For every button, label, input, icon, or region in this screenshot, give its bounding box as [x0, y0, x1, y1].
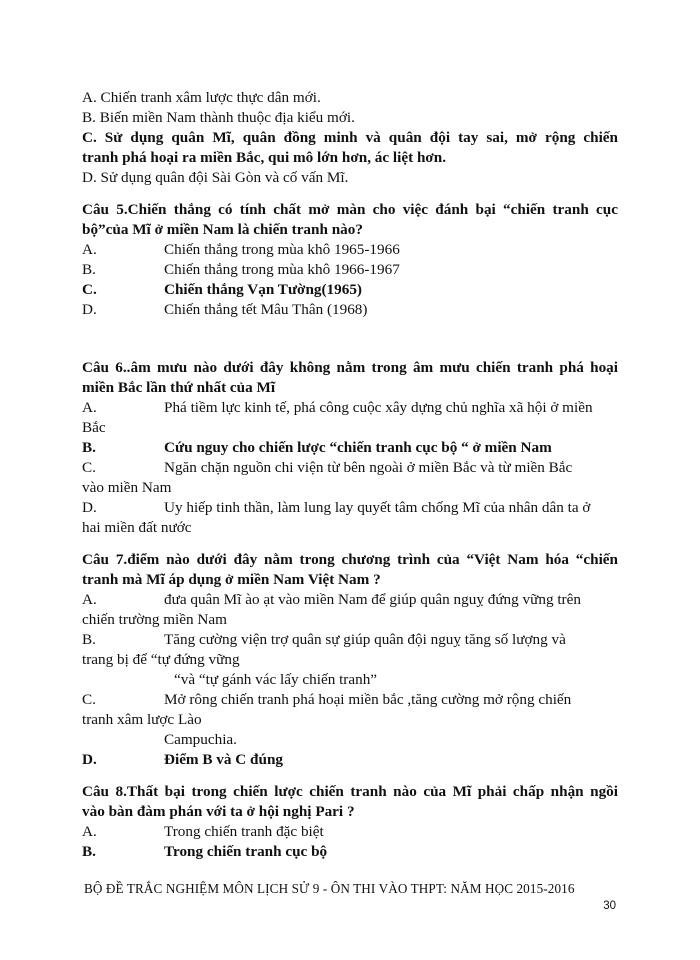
q6-option-d [82, 498, 618, 518]
option-key: A. [82, 823, 97, 840]
q6-option-b [82, 438, 618, 458]
page-footer: BỘ ĐỀ TRẮC NGHIỆM MÔN LỊCH SỬ 9 - ÔN THI VÀO THPT: NĂM HỌC 2015-2016 [84, 881, 575, 896]
question-6-line2: miền Bắc lần thứ nhất của Mĩ [82, 379, 276, 396]
option-key: C. [82, 691, 96, 708]
question-5-line2: bộ”của Mĩ ở miền Nam là chiến tranh nào? [82, 221, 363, 238]
question-5-line1: Câu 5.Chiến thắng có tính chất mở màn cho việc đánh bại “chiến tranh cục [82, 201, 618, 218]
q6-option-d-cont: hai miền đất nước [82, 519, 192, 536]
option-text: Điểm B và C đúng [164, 751, 283, 768]
option-text: Tăng cường viện trợ quân sự giúp quân đội nguỵ tăng số lượng và [164, 631, 566, 648]
answer-d: D. Sử dụng quân đội Sài Gòn và cố vấn Mĩ. [82, 169, 349, 186]
option-text: Trong chiến tranh cục bộ [164, 843, 328, 860]
option-text: Mở rông chiến tranh phá hoại miền bắc ,tăng cường mở rộng chiến [164, 691, 572, 708]
option-key: C. [82, 459, 96, 476]
q7-option-b-cont: trang bị để “tự đứng vững [82, 651, 240, 668]
option-text: Chiến thắng tết Mâu Thân (1968) [164, 301, 368, 318]
question-8-line1: Câu 8.Thất bại trong chiến lược chiến tranh nào của Mĩ phải chấp nhận ngồi [82, 783, 618, 800]
q7-option-c-cont: tranh xâm lược Lào [82, 711, 202, 728]
q7-option-a [82, 590, 618, 610]
question-7-line1: Câu 7.điểm nào dưới đây nằm trong chương trình của “Việt Nam hóa “chiến [82, 551, 618, 568]
option-text: Phá tiềm lực kinh tế, phá công cuộc xây dựng chủ nghĩa xã hội ở miền [164, 399, 593, 416]
option-key: B. [82, 843, 96, 860]
option-text: Ngăn chặn nguồn chi viện từ bên ngoài ở miền Bắc và từ miền Bắc [164, 459, 573, 476]
page-number: 30 [603, 900, 616, 912]
option-key: A. [82, 591, 97, 608]
answer-b: B. Biến miền Nam thành thuộc địa kiểu mới. [82, 109, 355, 126]
option-text: Trong chiến tranh đặc biệt [164, 823, 324, 840]
q7-option-a-cont: chiến trường miền Nam [82, 611, 227, 628]
option-key: B. [82, 439, 96, 456]
answer-c-line1: C. Sử dụng quân Mĩ, quân đồng minh và quân đội tay sai, mở rộng chiến [82, 129, 618, 146]
option-text: Cứu nguy cho chiến lược “chiến tranh cục bộ “ ở miền Nam [164, 439, 552, 456]
option-text: Uy hiếp tinh thần, làm lung lay quyết tâm chống Mĩ của nhân dân ta ở [164, 499, 591, 516]
q6-option-a-cont: Bắc [82, 419, 106, 436]
q6-option-a [82, 398, 618, 418]
question-7-line2: tranh mà Mĩ áp dụng ở miền Nam Việt Nam ? [82, 571, 381, 588]
q6-option-c-cont: vào miền Nam [82, 479, 172, 496]
option-key: C. [82, 281, 97, 298]
question-6-line1: Câu 6..âm mưu nào dưới đây không nằm trong âm mưu chiến tranh phá hoại [82, 359, 618, 376]
option-key: B. [82, 261, 96, 278]
option-key: D. [82, 499, 97, 516]
q7-option-b [82, 630, 618, 650]
option-key: D. [82, 301, 97, 318]
q5-option-a [82, 240, 618, 260]
option-text: Chiến thắng trong mùa khô 1966-1967 [164, 261, 400, 278]
q5-option-b [82, 260, 618, 280]
option-key: B. [82, 631, 96, 648]
answer-a: A. Chiến tranh xâm lược thực dân mới. [82, 89, 321, 106]
q7-option-c-cont2: Campuchia. [164, 731, 237, 748]
q8-option-a [82, 822, 618, 842]
document-body [82, 88, 618, 862]
q5-option-c [82, 280, 618, 300]
q7-option-b-cont2: “và “tự gánh vác lấy chiến tranh” [174, 671, 378, 688]
option-text: Chiến thắng Vạn Tường(1965) [164, 281, 362, 298]
option-key: A. [82, 399, 97, 416]
q7-option-d [82, 750, 618, 770]
answer-c-line2: tranh phá hoại ra miền Bắc, qui mô lớn hơn, ác liệt hơn. [82, 149, 447, 166]
q7-option-c [82, 690, 618, 710]
option-text: Chiến thắng trong mùa khô 1965-1966 [164, 241, 400, 258]
q6-option-c [82, 458, 618, 478]
option-text: đưa quân Mĩ ào ạt vào miền Nam để giúp quân nguỵ đứng vững trên [164, 591, 581, 608]
question-8-line2: vào bàn đàm phán với ta ở hội nghị Pari ? [82, 803, 355, 820]
q5-option-d [82, 300, 618, 320]
option-key: D. [82, 751, 97, 768]
q8-option-b [82, 842, 618, 862]
option-key: A. [82, 241, 97, 258]
